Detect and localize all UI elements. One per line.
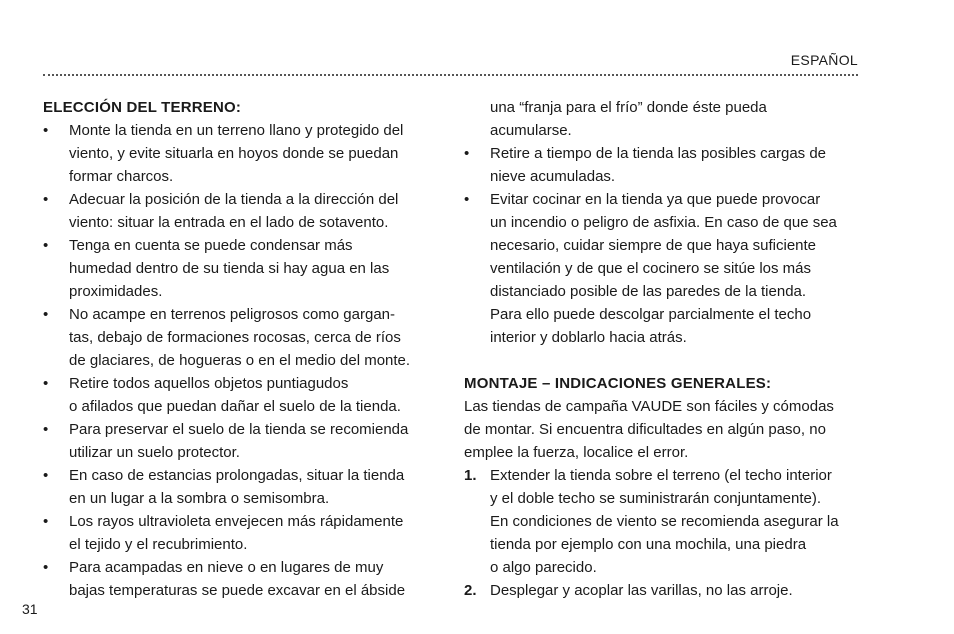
text-line: Las tiendas de campaña VAUDE son fáciles y cómodas	[464, 398, 834, 415]
text-line: acumularse.	[490, 122, 572, 139]
text-line: viento, y evite situarla en hoyos donde se puedan	[69, 145, 399, 162]
section-heading-terrain: ELECCIÓN DEL TERRENO:	[43, 99, 242, 116]
text-line: En caso de estancias prolongadas, situar la tienda	[69, 467, 405, 484]
text-line: necesario, cuidar siempre de que haya suficiente	[490, 237, 817, 254]
list-item	[43, 234, 435, 303]
text-line: formar charcos.	[69, 168, 174, 185]
bullet-icon: •	[464, 145, 470, 162]
text-line: el tejido y el recubrimiento.	[69, 536, 248, 553]
list-item	[43, 372, 435, 418]
bullet-icon: •	[43, 559, 49, 576]
bullet-icon: •	[43, 467, 49, 484]
numbered-step	[464, 464, 864, 579]
language-label: ESPAÑOL	[790, 52, 858, 68]
header-dotted-rule	[43, 74, 858, 76]
text-line: Monte la tienda en un terreno llano y protegido del	[69, 122, 404, 139]
text-line: No acampe en terrenos peligrosos como gargan-	[69, 306, 396, 323]
text-line: Para preservar el suelo de la tienda se recomienda	[69, 421, 409, 438]
bullet-icon: •	[43, 306, 49, 323]
text-line: Desplegar y acoplar las varillas, no las arroje.	[490, 582, 793, 599]
text-line: interior y doblarlo hacia atrás.	[490, 329, 687, 346]
text-line: tienda por ejemplo con una mochila, una piedra	[490, 536, 807, 553]
text-line: de montar. Si encuentra dificultades en algún paso, no	[464, 421, 826, 438]
text-line: Retire todos aquellos objetos puntiagudos	[69, 375, 349, 392]
text-line: Adecuar la posición de la tienda a la dirección del	[69, 191, 399, 208]
list-item	[464, 188, 864, 349]
text-line: o algo parecido.	[490, 559, 597, 576]
bullet-icon: •	[43, 421, 49, 438]
list-item	[43, 418, 435, 464]
left-column	[43, 96, 435, 602]
text-line: emplee la fuerza, localice el error.	[464, 444, 689, 461]
text-line: Para ello puede descolgar parcialmente el techo	[490, 306, 812, 323]
text-line: En condiciones de viento se recomienda asegurar la	[490, 513, 839, 530]
text-line: en un lugar a la sombra o semisombra.	[69, 490, 330, 507]
text-line: Los rayos ultravioleta envejecen más rápidamente	[69, 513, 404, 530]
list-item	[43, 556, 435, 602]
text-line: un incendio o peligro de asfixia. En caso de que sea	[490, 214, 837, 231]
bullet-icon: •	[43, 513, 49, 530]
text-line: Para acampadas en nieve o en lugares de muy	[69, 559, 384, 576]
text-line: tas, debajo de formaciones rocosas, cerca de ríos	[69, 329, 401, 346]
list-item	[43, 188, 435, 234]
text-line: humedad dentro de su tienda si hay agua en las	[69, 260, 390, 277]
text-line: una “franja para el frío” donde éste pueda	[490, 99, 767, 116]
list-item	[43, 119, 435, 188]
bullet-icon: •	[43, 191, 49, 208]
bullet-icon: •	[43, 122, 49, 139]
list-item	[43, 510, 435, 556]
text-line: Tenga en cuenta se puede condensar más	[69, 237, 353, 254]
numbered-step	[464, 579, 864, 602]
bullet-icon: •	[43, 375, 49, 392]
text-line: y el doble techo se suministrarán conjuntamente).	[490, 490, 822, 507]
text-line: Evitar cocinar en la tienda ya que puede provocar	[490, 191, 821, 208]
section-spacer	[464, 349, 864, 372]
list-item	[464, 142, 864, 188]
step-number: 1.	[464, 467, 477, 484]
text-line: ventilación y de que el cocinero se sitúe los más	[490, 260, 812, 277]
text-line: viento: situar la entrada en el lado de sotavento.	[69, 214, 389, 231]
section-heading-assembly: MONTAJE – INDICACIONES GENERALES:	[464, 375, 772, 392]
text-line: proximidades.	[69, 283, 163, 300]
text-line: o afilados que puedan dañar el suelo de la tienda.	[69, 398, 401, 415]
bullet-icon: •	[43, 237, 49, 254]
right-column	[464, 96, 864, 602]
list-item	[43, 464, 435, 510]
text-line: Extender la tienda sobre el terreno (el techo interior	[490, 467, 832, 484]
text-line: Retire a tiempo de la tienda las posibles cargas de	[490, 145, 827, 162]
list-item-continuation	[464, 96, 864, 142]
page-number: 31	[22, 601, 38, 617]
text-line: nieve acumuladas.	[490, 168, 616, 185]
text-line: utilizar un suelo protector.	[69, 444, 240, 461]
text-line: de glaciares, de hogueras o en el medio del monte.	[69, 352, 411, 369]
list-item	[43, 303, 435, 372]
text-line: distanciado posible de las paredes de la tienda.	[490, 283, 807, 300]
bullet-icon: •	[464, 191, 470, 208]
intro-paragraph	[464, 395, 864, 464]
step-number: 2.	[464, 582, 477, 599]
text-line: bajas temperaturas se puede excavar en el ábside	[69, 582, 406, 599]
